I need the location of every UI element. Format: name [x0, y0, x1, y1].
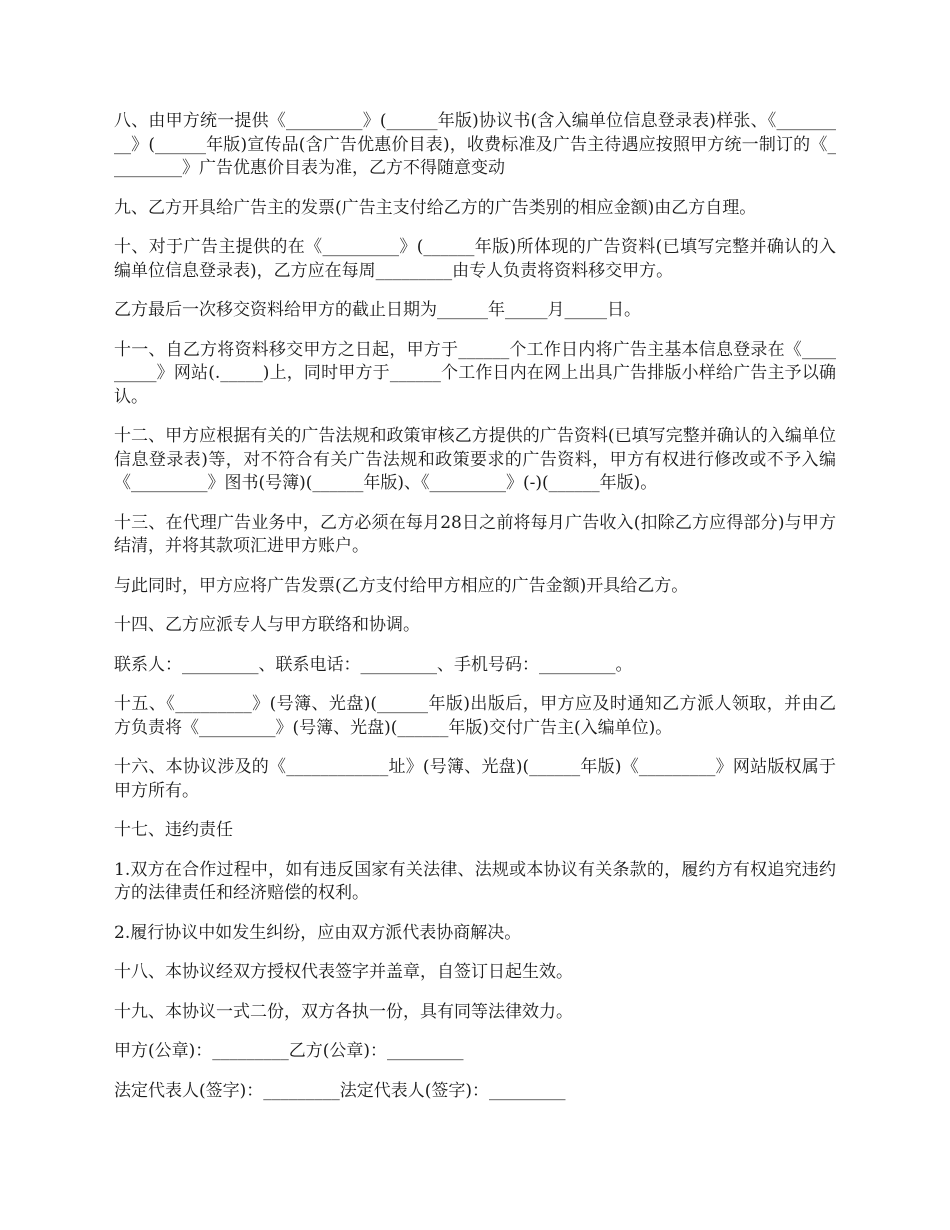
clause-9: 九、乙方开具给广告主的发票(广告主支付给乙方的广告类别的相应金额)由乙方自理。: [114, 197, 757, 218]
contact-line: 联系人：_________、联系电话：_________、手机号码：_________。: [114, 654, 633, 675]
seal-line: 甲方(公章)：_________乙方(公章)：_________: [114, 1041, 464, 1061]
clause-12: 十二、甲方应根据有关的广告法规和政策审核乙方提供的广告资料(已填写完整并确认的入编单位信息登录表)等，对不符合有关广告法规和政策要求的广告资料，甲方有权进行修改或不予入编《_________》图书(号簿)(______年版)、《_________》(-)(______年版)。: [114, 426, 836, 493]
deadline-line: 乙方最后一次移交资料给甲方的截止日期为______年_____月_____日。: [114, 300, 641, 320]
clause-13: 十三、在代理广告业务中，乙方必须在每月28日之前将每月广告收入(扣除乙方应得部分)与甲方结清，并将其款项汇进甲方账户。: [114, 512, 836, 556]
clause-11: 十一、自乙方将资料移交甲方之日起，甲方于______个工作日内将广告主基本信息登录在《_________》网站(._____)上，同时甲方于______个工作日内在网上出具广告排版小样给广告主予以确认。: [114, 339, 836, 407]
clause-14: 十四、乙方应派专人与甲方联络和协调。: [114, 615, 420, 635]
invoice-line: 与此同时，甲方应将广告发票(乙方支付给甲方相应的广告金额)开具给乙方。: [114, 575, 689, 596]
document-page: [114, 110, 836, 1119]
clause-10: 十、对于广告主提供的在《_________》(______年版)所体现的广告资料(已填写完整并确认的入编单位信息登录表)，乙方应在每周_________由专人负责将资料移交甲方。: [114, 237, 836, 281]
signature-line: 法定代表人(签字)：_________法定代表人(签字)：_________: [114, 1080, 566, 1101]
clause-8: 八、由甲方统一提供《_________》(______年版)协议书(含入编单位信息登录表)样张、《_________》(______年版)宣传品(含广告优惠价目表)，收费标准及广告主待遇应按照甲方统一制订的《_________》广告优惠价目表为准，乙方不得随意变动: [114, 111, 836, 178]
clause-16: 十六、本协议涉及的《____________址》(号簿、光盘)(______年版)《_________》网站版权属于甲方所有。: [114, 757, 836, 801]
clause-17-heading: 十七、违约责任: [114, 820, 233, 840]
clause-18: 十八、本协议经双方授权代表签字并盖章，自签订日起生效。: [114, 962, 573, 982]
clause-15: 十五、《_________》(号簿、光盘)(______年版)出版后，甲方应及时通知乙方派人领取，并由乙方负责将《_________》(号簿、光盘)(______年版)交付广告主(入编单位)。: [114, 694, 836, 738]
clause-17-item-1: 1.双方在合作过程中，如有违反国家有关法律、法规或本协议有关条款的，履约方有权追究违约方的法律责任和经济赔偿的权利。: [114, 859, 836, 903]
clause-17-item-2: 2.履行协议中如发生纠纷，应由双方派代表协商解决。: [114, 922, 522, 943]
clause-19: 十九、本协议一式二份，双方各执一份，具有同等法律效力。: [114, 1001, 573, 1022]
